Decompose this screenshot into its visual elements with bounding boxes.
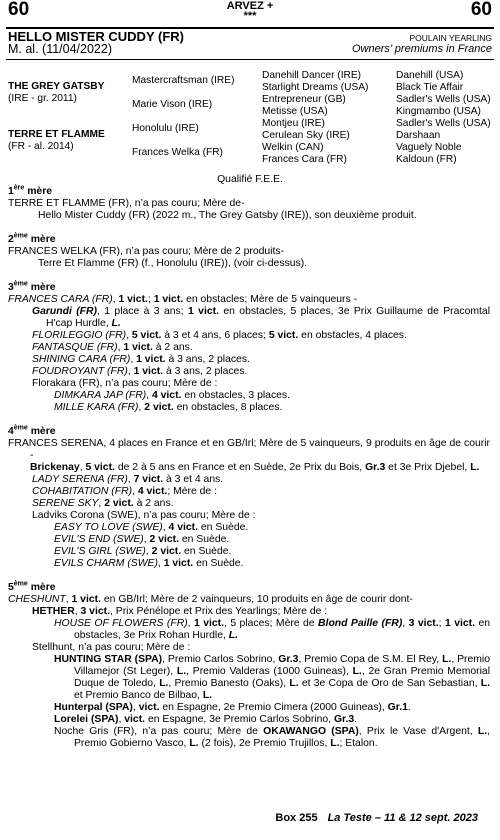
- generation-heading: 3ème mère: [8, 280, 56, 293]
- horse-sex-birth: M. al. (11/04/2022): [8, 42, 112, 56]
- produce-line: Brickenay, 5 vict. de 2 à 5 ans en France et en Suède, 2e Prix du Bois, Gr.3 et 3e Prix Djebel, L.: [30, 462, 480, 473]
- produce-line: Noche Gris (FR), n’a pas couru; Mère de OKAWANGO (SPA), Prix le Vase d'Argent, L., Premio Gobierno Vasco, L. (2 fois), 2e Premio Trujillos, L.; Etalon.: [54, 726, 491, 749]
- pedigree-ggrand: Cerulean Sky (IRE): [262, 130, 350, 141]
- produce-line: EVIL'S GIRL (SWE), 2 vict. en Suède.: [54, 546, 232, 557]
- pedigree-ggrand: Starlight Dreams (USA): [262, 82, 369, 93]
- pedigree-gggrand: Vaguely Noble: [396, 142, 462, 153]
- pedigree-sire-info: (IRE - gr. 2011): [8, 93, 77, 104]
- produce-line: MILLE KARA (FR), 2 vict. en obstacles, 8 places.: [54, 402, 283, 413]
- box-number: Box 255: [275, 812, 318, 824]
- produce-line: Garundi (FR), 1 place à 3 ans; 1 vict. en obstacles, 5 places, 3e Prix Guillaume de Pracomtal H'cap Hurdle, L.: [32, 306, 491, 329]
- produce-line: SHINING CARA (FR), 1 vict. à 3 ans, 2 places.: [32, 354, 250, 365]
- pedigree-dam-name: TERRE ET FLAMME: [8, 129, 105, 140]
- pedigree-ggrand: Welkin (CAN): [262, 142, 324, 153]
- produce-line: FOUDROYANT (FR), 1 vict. à 3 ans, 2 places.: [32, 366, 248, 377]
- pedigree-grand: Frances Welka (FR): [132, 147, 223, 158]
- produce-line: LADY SERENA (FR), 7 vict. à 3 et 4 ans.: [32, 474, 224, 485]
- produce-line: Hunterpal (SPA), vict. en Espagne, 2e Premio Cimera (2000 Guineas), Gr.1.: [54, 702, 411, 713]
- produce-line: HETHER, 3 vict., Prix Pénélope et Prix des Yearlings; Mère de :: [32, 606, 328, 617]
- produce-line: FANTASQUE (FR), 1 vict. à 2 ans.: [32, 342, 193, 353]
- produce-line: HOUSE OF FLOWERS (FR), 1 vict., 5 places; Mère de Blond Paille (FR), 3 vict.; 1 vict. en obstacles, 3e Prix Rohan Hurdle, L.: [54, 618, 491, 641]
- generation-heading: 2ème mère: [8, 232, 56, 245]
- pedigree-ggrand: Metisse (USA): [262, 106, 328, 117]
- pedigree-gggrand: Sadler's Wells (USA): [396, 118, 491, 129]
- dam-line: FRANCES CARA (FR), 1 vict.; 1 vict. en obstacles; Mère de 5 vainqueurs -: [8, 294, 358, 305]
- pedigree-ggrand: Entrepreneur (GB): [262, 94, 346, 105]
- sire-name: ARVEZ +: [226, 0, 274, 12]
- produce-line: EASY TO LOVE (SWE), 4 vict. en Suède.: [54, 522, 249, 533]
- pedigree-gggrand: Darshaan: [396, 130, 441, 141]
- sale-event: La Teste – 11 & 12 sept. 2023: [327, 812, 478, 824]
- horse-title: [8, 30, 492, 56]
- produce-line: Florakara (FR), n’a pas couru; Mère de :: [32, 378, 218, 389]
- pedigree-grand: Marie Vison (IRE): [132, 99, 213, 110]
- generation-heading: 4ème mère: [8, 424, 56, 437]
- dam-line: FRANCES SERENA, 4 places en France et en GB/Irl; Mère de 5 vainqueurs, 9 produits en âge de courir -: [8, 438, 490, 461]
- pedigree-sire-name: THE GREY GATSBY: [8, 81, 105, 92]
- produce-line: HUNTING STAR (SPA), Premio Carlos Sobrino, Gr.3, Premio Copa de S.M. El Rey, L., Premio Villamejor (St Leger), L., Premio Valderas (1000 Guineas), L., 2e Gran Premio Memorial Duque de Toledo, L., Premio Banesto (Oaks), L. et 3e Copa de Oro de San Sebastian, L. et Premio Banco de Bilbao, L.: [54, 654, 491, 701]
- pedigree-gggrand: Kaldoun (FR): [396, 154, 457, 165]
- sire-heading: [8, 1, 492, 21]
- pedigree-grand: Honolulu (IRE): [132, 123, 199, 134]
- produce-line: COHABITATION (FR), 4 vict.; Mère de :: [32, 486, 217, 497]
- qualification: Qualifié F.E.E.: [217, 174, 283, 185]
- pedigree-gggrand: Black Tie Affair: [396, 82, 464, 93]
- produce-line: DIMKARA JAP (FR), 4 vict. en obstacles, 3 places.: [54, 390, 291, 401]
- produce-line: EVILS CHARM (SWE), 1 vict. en Suède.: [54, 558, 244, 569]
- pedigree-grand: Mastercraftsman (IRE): [132, 75, 235, 86]
- produce-line: Stellhunt, n’a pas couru; Mère de :: [32, 642, 191, 653]
- produce-line: Lorelei (SPA), vict. en Espagne, 3e Premio Carlos Sobrino, Gr.3.: [54, 714, 358, 725]
- lot-number-right: 60: [470, 0, 492, 20]
- title-divider: [6, 59, 494, 60]
- produce-line: Terre Et Flamme (FR) (f., Honolulu (IRE)), (voir ci-dessus).: [38, 258, 308, 269]
- pedigree-gggrand: Kingmambo (USA): [396, 106, 481, 117]
- sire-stars: ***: [243, 10, 257, 22]
- pedigree-gggrand: Sadler's Wells (USA): [396, 94, 491, 105]
- horse-category: POULAIN YEARLING: [409, 33, 492, 43]
- lot-number-left: 60: [8, 0, 30, 20]
- dam-line: FRANCES WELKA (FR), n’a pas couru; Mère de 2 produits-: [8, 246, 285, 257]
- premiums-note: Owners’ premiums in France: [352, 43, 492, 55]
- pedigree-ggrand: Montjeu (IRE): [262, 118, 325, 129]
- generation-heading: 1ère mère: [8, 184, 53, 197]
- horse-name: HELLO MISTER CUDDY (FR): [8, 29, 184, 44]
- lot-header: [8, 0, 492, 20]
- pedigree-gggrand: Danehill (USA): [396, 70, 464, 81]
- pedigree-dam-info: (FR - al. 2014): [8, 141, 74, 152]
- dam-line: CHESHUNT, 1 vict. en GB/Irl; Mère de 2 vainqueurs, 10 produits en âge de courir dont-: [8, 594, 413, 605]
- pedigree-ggrand: Frances Cara (FR): [262, 154, 347, 165]
- produce-line: FLORILEGGIO (FR), 5 vict. à 3 et 4 ans, 6 places; 5 vict. en obstacles, 4 places.: [32, 330, 407, 341]
- dam-line: TERRE ET FLAMME (FR), n’a pas couru; Mère de-: [8, 198, 245, 209]
- pedigree-table: [8, 70, 498, 170]
- pedigree-ggrand: Danehill Dancer (IRE): [262, 70, 362, 81]
- generation-heading: 5ème mère: [8, 580, 56, 593]
- produce-record: [8, 186, 490, 750]
- produce-line: SERENE SKY, 2 vict. à 2 ans.: [32, 498, 174, 509]
- produce-line: Hello Mister Cuddy (FR) (2022 m., The Grey Gatsby (IRE)), son deuxième produit.: [38, 210, 417, 221]
- produce-line: EVIL'S END (SWE), 2 vict. en Suède.: [54, 534, 230, 545]
- page-footer: [0, 812, 478, 824]
- produce-line: Ladviks Corona (SWE), n’a pas couru; Mère de :: [32, 510, 256, 521]
